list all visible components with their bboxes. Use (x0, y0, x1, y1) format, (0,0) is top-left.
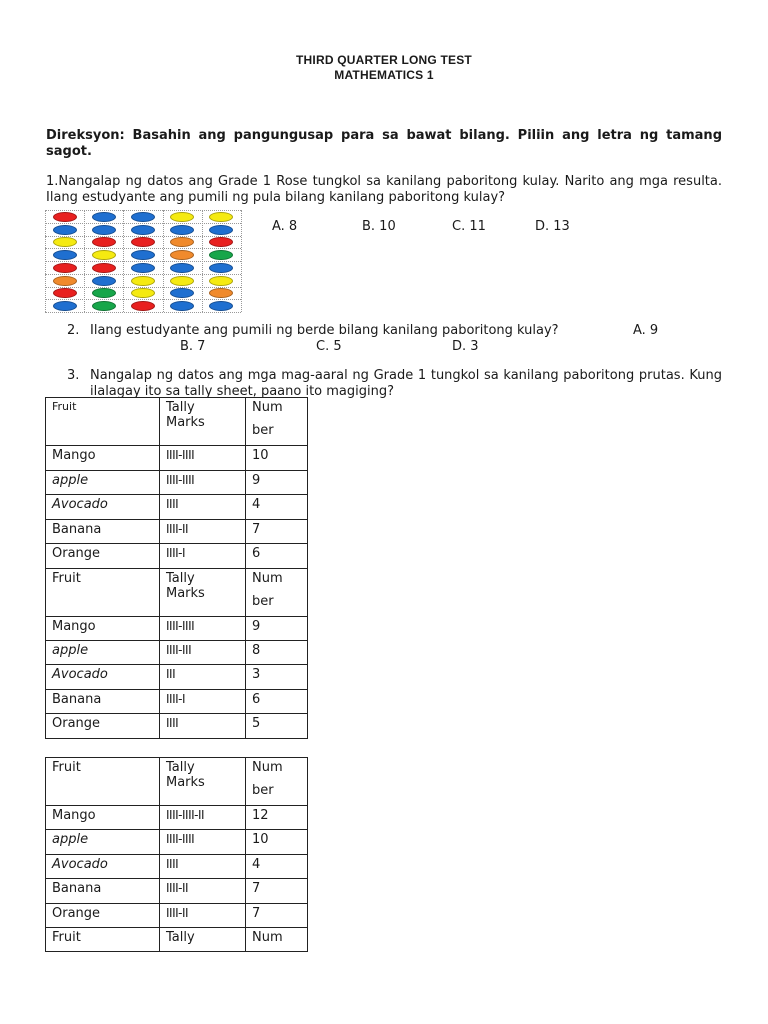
table-row (46, 446, 308, 471)
header-number-line1: Num (252, 400, 283, 415)
tally-cell: IIII-I (160, 544, 246, 569)
color-dot-blue (92, 212, 116, 222)
q2-option-a: A. 9 (633, 323, 659, 338)
color-dot-blue (170, 225, 194, 235)
q2-option-b: B. 7 (180, 339, 206, 354)
tally-cell: IIII-IIII (160, 830, 246, 855)
fruit-cell: Mango (46, 446, 160, 471)
color-dot-blue (131, 212, 155, 222)
color-dot-blue (53, 250, 77, 260)
header-number-line2: ber (252, 423, 274, 438)
fruit-cell: Avocado (46, 855, 160, 879)
header-tally (160, 398, 246, 446)
color-dot-orange (170, 250, 194, 260)
number-cell: Num (246, 928, 308, 952)
number-cell: 7 (246, 520, 308, 544)
fruit-cell: apple (46, 830, 160, 855)
subject-title: MATHEMATICS 1 (334, 68, 434, 82)
fruit-cell: apple (46, 641, 160, 665)
tally-cell: IIII-III (160, 641, 246, 665)
q2-option-d: D. 3 (452, 339, 479, 354)
color-dot-blue (209, 263, 233, 273)
color-dot-red (53, 212, 77, 222)
grid-line (45, 274, 241, 275)
tally-cell: Tally (160, 928, 246, 952)
table-header-row (46, 398, 308, 446)
color-dot-yellow (92, 250, 116, 260)
number-cell: 5 (246, 714, 308, 739)
fruit-cell: Banana (46, 690, 160, 714)
q1-option-d: D. 13 (535, 219, 570, 234)
number-cell: 9 (246, 471, 308, 495)
tally-cell: IIII-I (160, 690, 246, 714)
color-dot-yellow (170, 276, 194, 286)
grid-line (45, 299, 241, 300)
color-dot-yellow (209, 212, 233, 222)
color-dot-blue (92, 225, 116, 235)
header-tally-line1: Tally (166, 760, 195, 775)
grid-line (45, 287, 241, 288)
header-number (246, 758, 308, 806)
grid-line (45, 312, 241, 313)
q1-option-c: C. 11 (452, 219, 486, 234)
color-dot-orange (209, 288, 233, 298)
number-cell: 6 (246, 690, 308, 714)
grid-line (45, 223, 241, 224)
tally-cell: IIII-II (160, 904, 246, 928)
grid-line (45, 210, 241, 211)
header-tally-line2: Marks (166, 586, 205, 601)
grid-line (45, 261, 241, 262)
tally-cell: IIII-II (160, 879, 246, 904)
tally-cell: IIII (160, 855, 246, 879)
fruit-cell: Mango (46, 617, 160, 641)
color-dot-blue (92, 276, 116, 286)
color-dot-green (92, 288, 116, 298)
color-dot-orange (53, 276, 77, 286)
tally-table-option-c (45, 757, 308, 952)
tally-cell: IIII-IIII-II (160, 806, 246, 830)
header-fruit: Fruit (46, 758, 160, 806)
q2-option-c: C. 5 (316, 339, 342, 354)
table-row (46, 617, 308, 641)
table-row (46, 520, 308, 544)
number-cell: 7 (246, 879, 308, 904)
table-row (46, 879, 308, 904)
table-row (46, 714, 308, 739)
header-tally-line1: Tally (166, 400, 195, 415)
tally-cell: IIII-IIII (160, 471, 246, 495)
table-row (46, 904, 308, 928)
grid-line (45, 248, 241, 249)
table-row (46, 928, 308, 952)
question-2-number: 2. (67, 323, 80, 338)
header-tally-line1: Tally (166, 571, 195, 586)
question-1-text: 1.Nangalap ng datos ang Grade 1 Rose tungkol sa kanilang paboritong kulay. Narito ang mga resulta. Ilang estudyante ang pumili ng pula bilang kanilang paboritong kulay? (46, 174, 722, 205)
header-tally (160, 569, 246, 617)
color-dot-yellow (131, 276, 155, 286)
tally-cell: IIII-IIII (160, 617, 246, 641)
directions: Direksyon: Basahin ang pangungusap para sa bawat bilang. Piliin ang letra ng tamang sagot. (46, 128, 722, 159)
grid-line (241, 210, 242, 312)
color-dot-yellow (53, 237, 77, 247)
color-dot-red (92, 263, 116, 273)
color-dot-blue (170, 263, 194, 273)
fruit-cell: Banana (46, 520, 160, 544)
header-tally-line2: Marks (166, 415, 205, 430)
table-row (46, 855, 308, 879)
tally-cell: III (160, 665, 246, 690)
color-dot-red (53, 288, 77, 298)
header-number (246, 398, 308, 446)
header-number-line2: ber (252, 594, 274, 609)
tally-cell: IIII-II (160, 520, 246, 544)
color-dot-blue (209, 225, 233, 235)
number-cell: 4 (246, 855, 308, 879)
q1-option-b: B. 10 (362, 219, 396, 234)
header-tally-line2: Marks (166, 775, 205, 790)
grid-line (45, 236, 241, 237)
header-number-line1: Num (252, 571, 283, 586)
fruit-cell: Orange (46, 904, 160, 928)
number-cell: 6 (246, 544, 308, 569)
number-cell: 10 (246, 830, 308, 855)
question-3-text: Nangalap ng datos ang mga mag-aaral ng Grade 1 tungkol sa kanilang paboritong prutas. Kung ilalagay ito sa tally sheet, paano ito magiging? (90, 368, 722, 399)
table-row (46, 641, 308, 665)
fruit-cell: Banana (46, 879, 160, 904)
table-row (46, 690, 308, 714)
color-dot-blue (170, 288, 194, 298)
number-cell: 3 (246, 665, 308, 690)
color-dot-yellow (209, 276, 233, 286)
table-row (46, 665, 308, 690)
header-fruit: Fruit (46, 398, 160, 446)
tally-cell: IIII-IIII (160, 446, 246, 471)
table-row (46, 544, 308, 569)
number-cell: 10 (246, 446, 308, 471)
test-title: THIRD QUARTER LONG TEST (296, 53, 472, 67)
color-dot-orange (170, 237, 194, 247)
fruit-cell: Fruit (46, 928, 160, 952)
question-2-prompt: Ilang estudyante ang pumili ng berde bilang kanilang paboritong kulay? (90, 323, 559, 338)
number-cell: 8 (246, 641, 308, 665)
color-dot-blue (131, 225, 155, 235)
color-dot-red (92, 237, 116, 247)
color-dot-green (209, 250, 233, 260)
table-header-row (46, 758, 308, 806)
table-row (46, 495, 308, 520)
color-dot-blue (53, 225, 77, 235)
table-row (46, 830, 308, 855)
color-dot-blue (131, 250, 155, 260)
color-dot-yellow (131, 288, 155, 298)
number-cell: 12 (246, 806, 308, 830)
color-dot-red (53, 263, 77, 273)
header-fruit: Fruit (46, 569, 160, 617)
color-dot-blue (131, 263, 155, 273)
number-cell: 9 (246, 617, 308, 641)
number-cell: 7 (246, 904, 308, 928)
header-tally (160, 758, 246, 806)
fruit-cell: Mango (46, 806, 160, 830)
fruit-cell: Avocado (46, 665, 160, 690)
fruit-cell: Orange (46, 714, 160, 739)
color-dot-red (209, 237, 233, 247)
color-dot-red (131, 237, 155, 247)
table-header-row (46, 569, 308, 617)
q1-option-a: A. 8 (272, 219, 298, 234)
color-dot-green (92, 301, 116, 311)
tally-cell: IIII (160, 495, 246, 520)
question-3-number: 3. (67, 368, 80, 383)
number-cell: 4 (246, 495, 308, 520)
fruit-cell: Orange (46, 544, 160, 569)
fruit-cell: Avocado (46, 495, 160, 520)
table-row (46, 806, 308, 830)
color-dot-blue (53, 301, 77, 311)
tally-cell: IIII (160, 714, 246, 739)
fruit-cell: apple (46, 471, 160, 495)
table-row (46, 471, 308, 495)
color-dot-yellow (170, 212, 194, 222)
header-number (246, 569, 308, 617)
tally-table-option-a-b (45, 397, 308, 739)
color-dot-blue (209, 301, 233, 311)
color-dot-red (131, 301, 155, 311)
header-number-line1: Num (252, 760, 283, 775)
favorite-color-dot-grid (45, 210, 241, 312)
color-dot-blue (170, 301, 194, 311)
header-number-line2: ber (252, 783, 274, 798)
